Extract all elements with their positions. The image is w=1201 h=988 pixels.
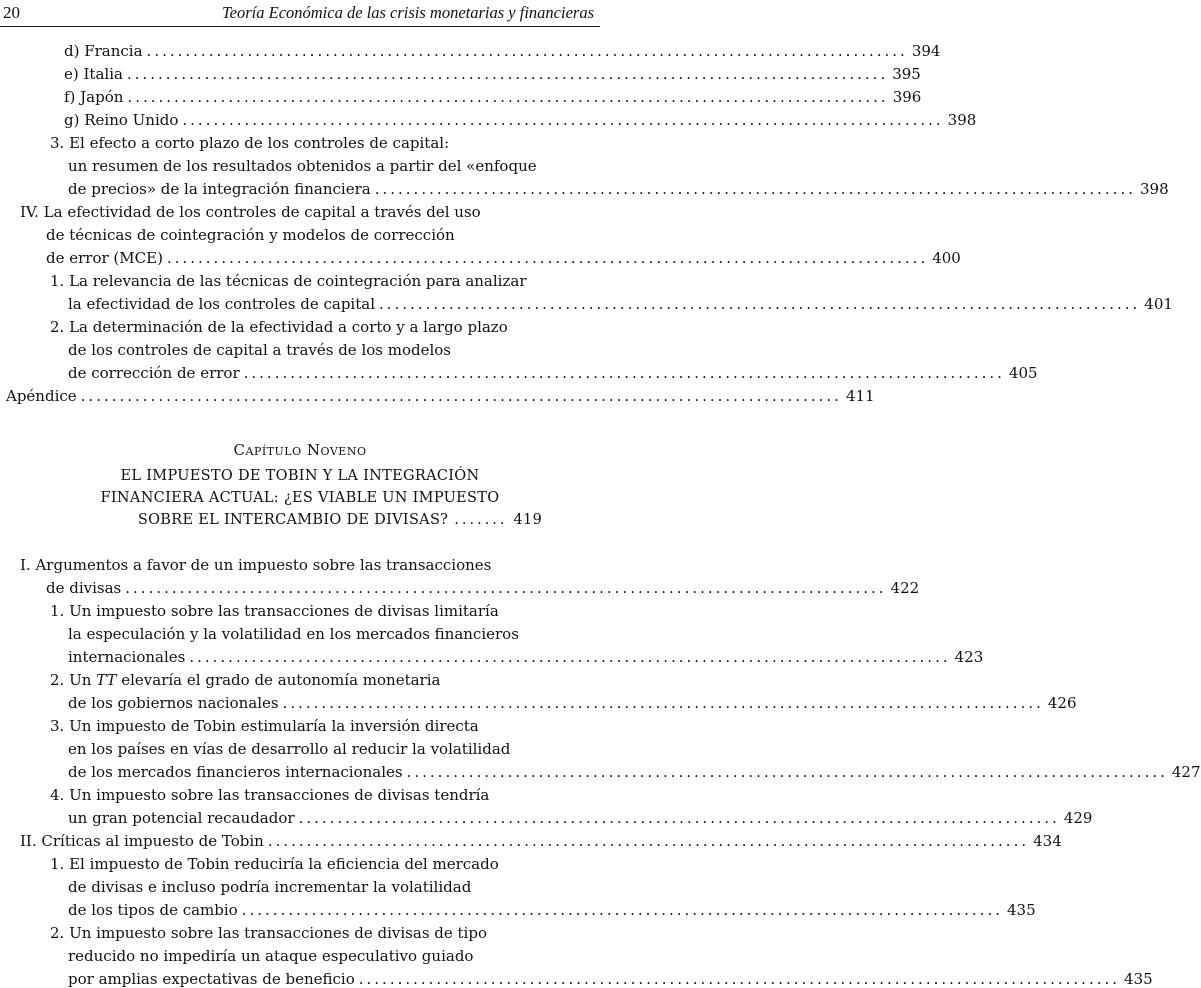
toc-entry: II. Críticas al impuesto de Tobin .................................................................................................. 434 [20, 832, 1062, 850]
toc-entry: un gran potencial recaudador .................................................................................................. 429 [68, 809, 1093, 827]
toc-entry: de los gobiernos nacionales .................................................................................................. 426 [68, 694, 1077, 712]
dot-leader: .................................................................................................. [406, 763, 1168, 781]
dot-leader: .................................................................................................. [127, 88, 889, 106]
dot-leader: .................................................................................................. [241, 901, 1003, 919]
toc-entry: f) Japón .................................................................................................. 396 [64, 88, 922, 106]
toc-entry-line: la especulación y la volatilidad en los mercados financieros [68, 625, 519, 643]
page-number: 20 [3, 3, 20, 22]
chapter-label: Capítulo Noveno [233, 441, 367, 459]
dot-leader: .................................................................................................. [80, 387, 842, 405]
page-header [0, 0, 600, 27]
toc-page: 411 [845, 387, 875, 405]
running-title: Teoría Económica de las crisis monetarias y financieras [222, 3, 594, 22]
toc-page: 429 [1063, 809, 1093, 827]
toc-entry-line: reducido no impediría un ataque especulativo guiado [68, 947, 474, 965]
dot-leader: .................................................................................................. [125, 579, 887, 597]
toc-page: 394 [911, 42, 941, 60]
toc-entry: de error (MCE) .................................................................................................. 400 [46, 249, 961, 267]
toc-page: 435 [1124, 970, 1153, 988]
toc-entry: de divisas .................................................................................................. 422 [46, 579, 920, 597]
toc-page: 405 [1008, 364, 1038, 382]
toc-page: 427 [1171, 763, 1201, 781]
toc-page: 396 [892, 88, 922, 106]
toc-page: 401 [1144, 295, 1173, 313]
toc-entry-line: de divisas e incluso podría incrementar la volatilidad [68, 878, 472, 896]
dot-leader: .................................................................................................. [166, 249, 929, 267]
dot-leader: .................................................................................................. [189, 648, 951, 666]
toc-page: 422 [890, 579, 920, 597]
toc-page: 426 [1047, 694, 1077, 712]
toc-entry: d) Francia .................................................................................................. 394 [64, 42, 941, 60]
toc-entry-line: de técnicas de cointegración y modelos de corrección [46, 226, 455, 244]
dot-leader: .................................................................................................. [243, 364, 1005, 382]
chapter-title-line: EL IMPUESTO DE TOBIN Y LA INTEGRACIÓN [120, 468, 480, 484]
toc-entry: de los mercados financieros internacionales .................................................................................................. 427 [68, 763, 1201, 781]
toc-entry: Apéndice .................................................................................................. 411 [6, 387, 875, 405]
dot-leader: .................................................................................................. [182, 111, 944, 129]
dot-leader: .................................................................................................. [282, 694, 1044, 712]
dot-leader: ....... [454, 512, 508, 528]
toc-entry-line: 1. Un impuesto sobre las transacciones de divisas limitaría [50, 602, 499, 620]
toc-page: 398 [1140, 180, 1169, 198]
toc-page: 395 [892, 65, 921, 83]
toc-entry-line: I. Argumentos a favor de un impuesto sobre las transacciones [20, 556, 492, 574]
toc-page: 423 [954, 648, 984, 666]
toc-entry: la efectividad de los controles de capital .................................................................................................. 401 [68, 295, 1173, 313]
chapter-title-line: SOBRE EL INTERCAMBIO DE DIVISAS? ....... 419 [0, 509, 600, 531]
dot-leader: .................................................................................................. [126, 65, 889, 83]
tobin-tax-abbrev: TT [96, 671, 117, 689]
toc-entry: por amplias expectativas de beneficio .................................................................................................. 435 [68, 970, 1153, 988]
toc-entry-line: un resumen de los resultados obtenidos a partir del «enfoque [68, 157, 537, 175]
toc-entry-line: en los países en vías de desarrollo al reducir la volatilidad [68, 740, 511, 758]
toc-entry: de corrección de error .................................................................................................. 405 [68, 364, 1038, 382]
toc-page: 400 [932, 249, 961, 267]
toc-entry: e) Italia .................................................................................................. 395 [64, 65, 921, 83]
toc-entry-line: 3. Un impuesto de Tobin estimularía la inversión directa [50, 717, 479, 735]
toc-entry-line: 2. Un impuesto sobre las transacciones de divisas de tipo [50, 924, 487, 942]
table-of-contents [0, 37, 1201, 988]
dot-leader: .................................................................................................. [374, 180, 1136, 198]
toc-entry-line: 2. La determinación de la efectividad a corto y a largo plazo [50, 318, 508, 336]
toc-entry-line: IV. La efectividad de los controles de capital a través del uso [20, 203, 481, 221]
toc-page: 398 [947, 111, 977, 129]
dot-leader: .................................................................................................. [379, 295, 1141, 313]
toc-entry: de precios» de la integración financiera .................................................................................................. 398 [68, 180, 1169, 198]
chapter-title-line: FINANCIERA ACTUAL: ¿ES VIABLE UN IMPUESTO [100, 490, 500, 506]
toc-entry-line: 4. Un impuesto sobre las transacciones de divisas tendría [50, 786, 490, 804]
toc-entry-line: 2. Un TT elevaría el grado de autonomía monetaria [50, 671, 441, 689]
toc-page: 435 [1007, 901, 1036, 919]
dot-leader: .................................................................................................. [267, 832, 1030, 850]
toc-entry-line: 1. El impuesto de Tobin reduciría la eficiencia del mercado [50, 855, 499, 873]
toc-entry: de los tipos de cambio .................................................................................................. 435 [68, 901, 1036, 919]
toc-entry-line: 1. La relevancia de las técnicas de cointegración para analizar [50, 272, 527, 290]
chapter-title [0, 465, 600, 531]
dot-leader: .................................................................................................. [298, 809, 1060, 827]
dot-leader: .................................................................................................. [146, 42, 908, 60]
dot-leader: .................................................................................................. [358, 970, 1121, 988]
toc-page: 434 [1033, 832, 1062, 850]
toc-entry: internacionales .................................................................................................. 423 [68, 648, 984, 666]
toc-entry-line: 3. El efecto a corto plazo de los controles de capital: [50, 134, 450, 152]
chapter-page: 419 [513, 512, 543, 528]
toc-entry-line: de los controles de capital a través de los modelos [68, 341, 451, 359]
toc-entry: g) Reino Unido .................................................................................................. 398 [64, 111, 977, 129]
